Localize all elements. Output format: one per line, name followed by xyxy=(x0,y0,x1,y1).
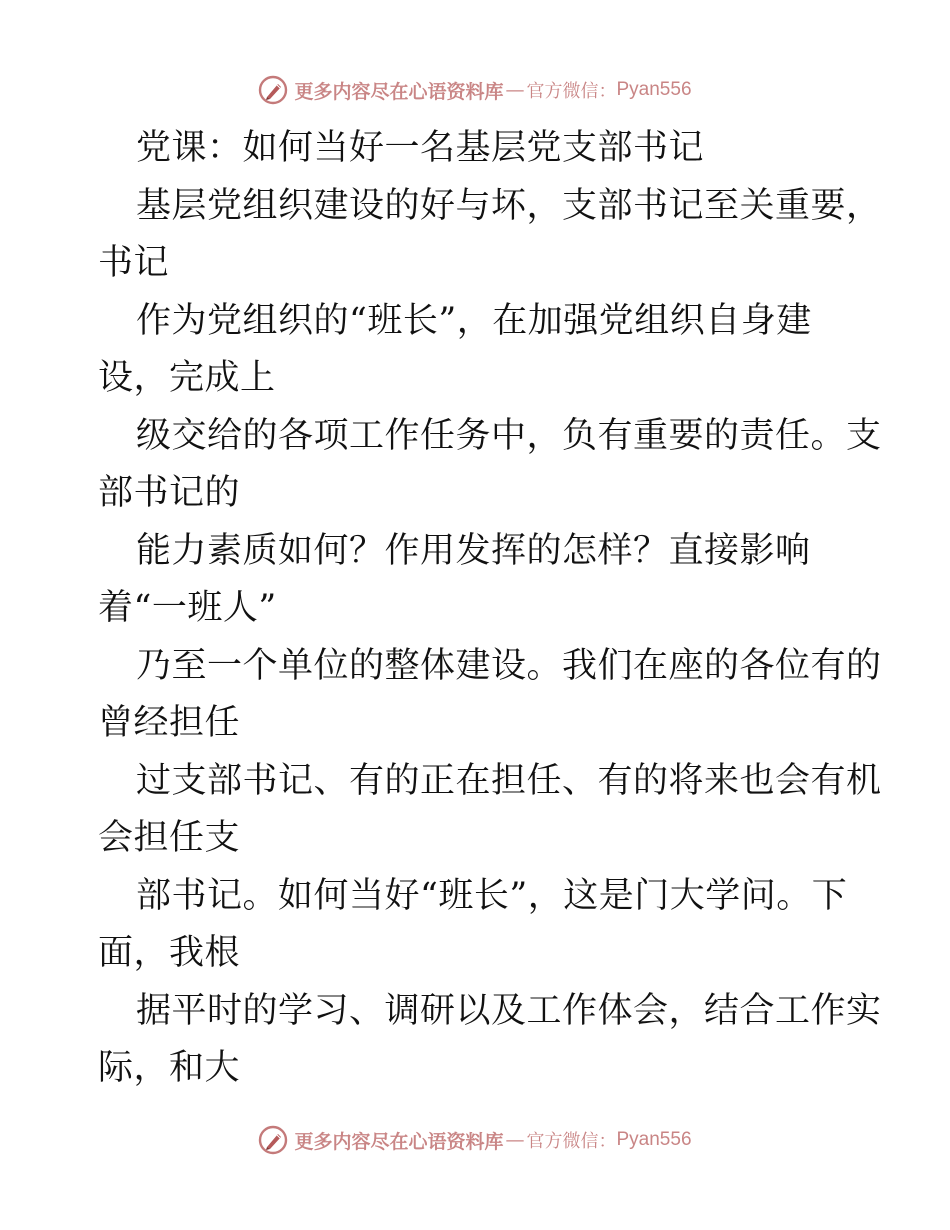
watermark-wechat-id: Pyan556 xyxy=(616,1129,692,1150)
document-body xyxy=(98,120,882,1098)
document-line: 作为党组织的“班长”，在加强党组织自身建 xyxy=(136,300,812,341)
document-line: 基层党组织建设的好与坏，支部书记至关重要， xyxy=(136,185,882,226)
document-line: 级交给的各项工作任务中，负有重要的责任。支 xyxy=(136,415,882,456)
document-line: 际，和大 xyxy=(98,1048,241,1088)
document-title: 党课：如何当好一名基层党支部书记 xyxy=(136,128,705,168)
header-watermark xyxy=(0,70,950,110)
document-line: 过支部书记、有的正在担任、有的将来也会有机 xyxy=(136,760,882,801)
document-line: 设，完成上 xyxy=(98,358,276,398)
watermark-separator: — xyxy=(505,1129,525,1151)
document-line: 着“一班人” xyxy=(98,588,277,628)
document-line: 部书记。如何当好“班长”，这是门大学问。下 xyxy=(136,875,848,916)
footer-watermark xyxy=(0,1120,950,1160)
watermark-separator: — xyxy=(505,79,525,101)
watermark-text: 更多内容尽在心语资料库 xyxy=(294,1130,504,1153)
pen-logo-icon xyxy=(258,75,288,105)
watermark-label: 官方微信： xyxy=(526,81,617,102)
watermark-wechat-id: Pyan556 xyxy=(616,79,692,100)
document-line: 书记 xyxy=(98,243,170,283)
document-line: 会担任支 xyxy=(98,818,241,858)
document-line: 面，我根 xyxy=(98,933,241,973)
document-line: 据平时的学习、调研以及工作体会，结合工作实 xyxy=(136,990,882,1031)
document-line: 能力素质如何？作用发挥的怎样？直接影响 xyxy=(136,530,811,571)
document-line: 部书记的 xyxy=(98,473,241,513)
watermark-text: 更多内容尽在心语资料库 xyxy=(294,80,504,103)
watermark-label: 官方微信： xyxy=(526,1131,617,1152)
document-line: 乃至一个单位的整体建设。我们在座的各位有的 xyxy=(136,645,882,686)
document-line: 曾经担任 xyxy=(98,703,241,743)
pen-logo-icon xyxy=(258,1125,288,1155)
